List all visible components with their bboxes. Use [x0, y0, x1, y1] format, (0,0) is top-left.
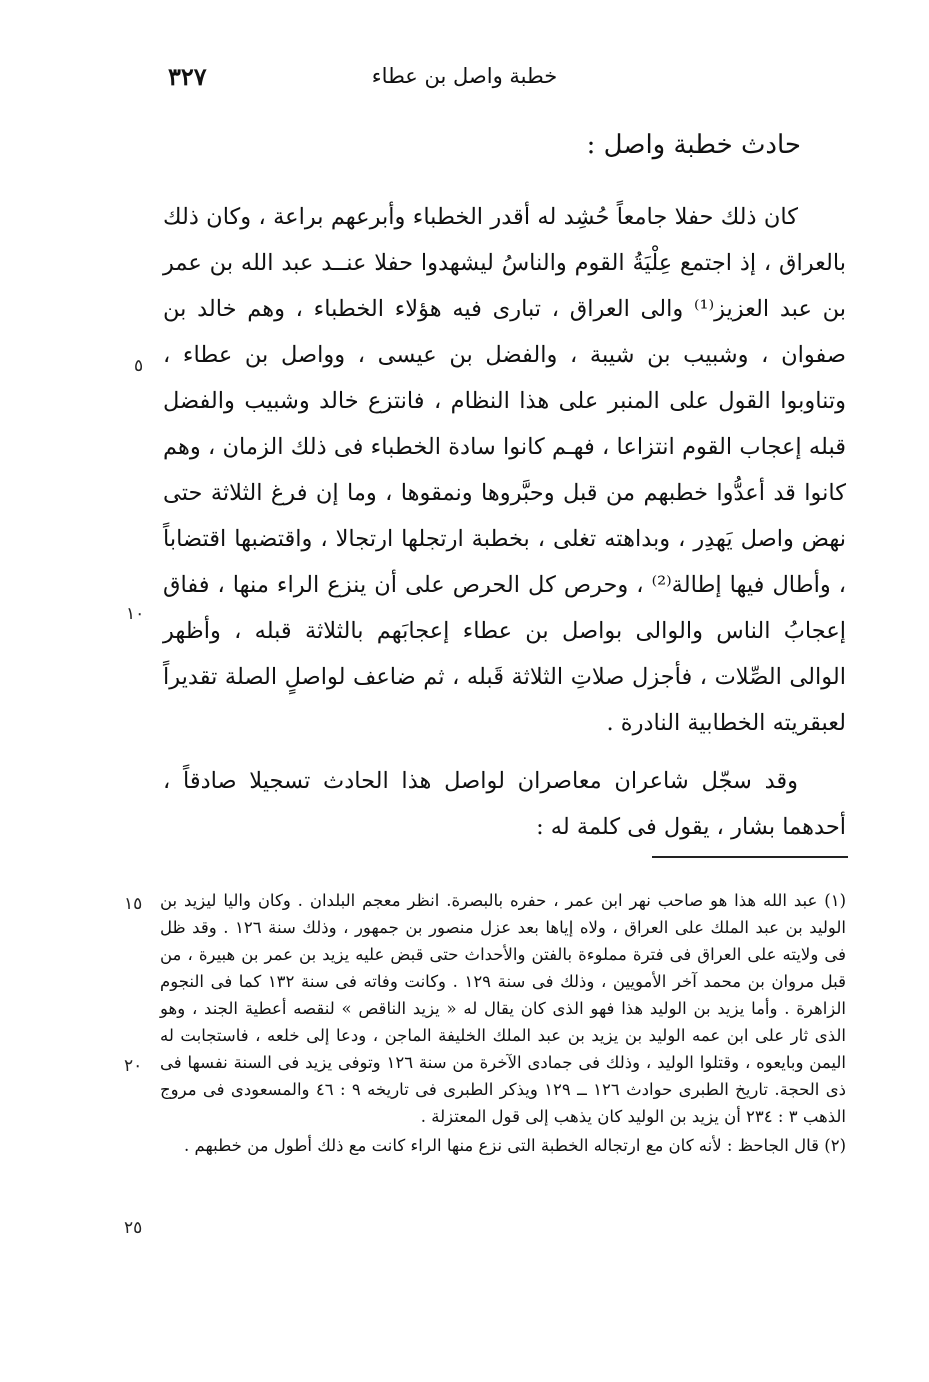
body-paragraph: وقد سجّل شاعران معاصران لواصل هذا الحادث تسجيلا صادقاً ، أحدهما بشار ، يقول فى كلمة له :: [163, 768, 846, 840]
line-number-marker: ١٥: [124, 894, 143, 914]
footnote: (١) عبد الله هذا هو صاحب نهر ابن عمر ، حفره بالبصرة. انظر معجم البلدان . وكان واليا ليزيد بن الوليد بن عبد الملك على العراق ، ولاه إياها بعد عزل منصور بن جمهور ، وذلك سنة ١٢٦ . وقد ظل فى ولايته على العراق فى فترة مملوءة بالفتن والأحداث حتى قبض عليه يزيد بن عمر بن هبيرة ، من قبل مروان بن محمد آخر الأمويين ، وذلك فى سنة ١٢٩ . وكانت وفاته فى سنة ١٣٢ كما فى النجوم الزاهرة . وأما يزيد بن الوليد هذا فهو الذى كان يقال له « يزيد الناقص » لنقصه أعطية الجند ، وهو الذى ثار على ابن عمه الوليد بن يزيد بن عبد الملك الخليفة الماجن ، ودعا إلى خلعه ، فاستجابت له اليمن وبايعوه ، وقتلوا الوليد ، وذلك فى جمادى الآخرة من سنة ١٢٦ وتوفى يزيد فى السنة نفسها فى ذى الحجة. تاريخ الطبرى حوادث ١٢٦ ــ ١٢٩ ويذكر الطبرى فى تاريخه ٩ : ٤٦ والمسعودى فى مروج الذهب ٣ : ٢٣٤ أن يزيد بن الوليد كان يذهب إلى قول المعتزلة .: [160, 891, 847, 1126]
running-title: خطبة واصل بن عطاء: [371, 64, 558, 88]
line-number-marker: ٥: [134, 356, 144, 376]
body-text: [163, 194, 846, 850]
footnote: (٢) قال الجاحظ : لأنه كان مع ارتجاله الخطبة التى نزع منها الراء كانت مع ذلك أطول من خطبهم .: [184, 1136, 846, 1155]
line-number-marker: ٢٥: [124, 1218, 143, 1238]
line-number-marker: ٢٠: [124, 1056, 143, 1076]
footnotes: [160, 887, 846, 1161]
page-header: [0, 62, 929, 102]
body-paragraph: كان ذلك حفلا جامعاً حُشِد له أقدر الخطباء وأبرعهم براعة ، وكان ذلك بالعراق ، إذ اجتمع عِلْيَةُ القوم والناسُ ليشهدوا حفلا عنــد عبد الله بن عمر بن عبد العزيز⁽¹⁾ والى العراق ، تبارى فيه هؤلاء الخطباء ، وهم خالد بن صفوان ، وشبيب بن شيبة ، والفضل بن عيسى ، وواصل بن عطاء ، وتناوبوا القول على المنبر على هذا النظام ، فانتزع خالد وشبيب والفضل قبله إعجاب القوم انتزاعا ، فهـم كانوا سادة الخطباء فى ذلك الزمان ، وهم كانوا قد أعدُّوا خطبهم من قبل وحبَّروها ونمقوها ، وما إن فرغ الثلاثة حتى نهض واصل يَهدِر ، وبداهته تغلى ، بخطبة ارتجلها ارتجالا ، واقتضبها اقتضاباً ، وأطال فيها إطالة⁽²⁾ ، وحرص كل الحرص على أن ينزع الراء منها ، ففاق إعجابُ الناس والوالى بواصل بن عطاء إعجابَهم بالثلاثة قبله ، وأظهر الوالى الصِّلات ، فأجزل صلاتِ الثلاثة قَبله ، ثم ضاعف لواصلٍ الصلة تقديراً لعبقريته الخطابية النادرة .: [163, 204, 846, 736]
footnote-separator: [652, 856, 848, 858]
page-number: ٣٢٧: [168, 62, 207, 91]
line-number-marker: ١٠: [126, 604, 145, 624]
section-heading: حادث خطبة واصل :: [586, 130, 801, 160]
